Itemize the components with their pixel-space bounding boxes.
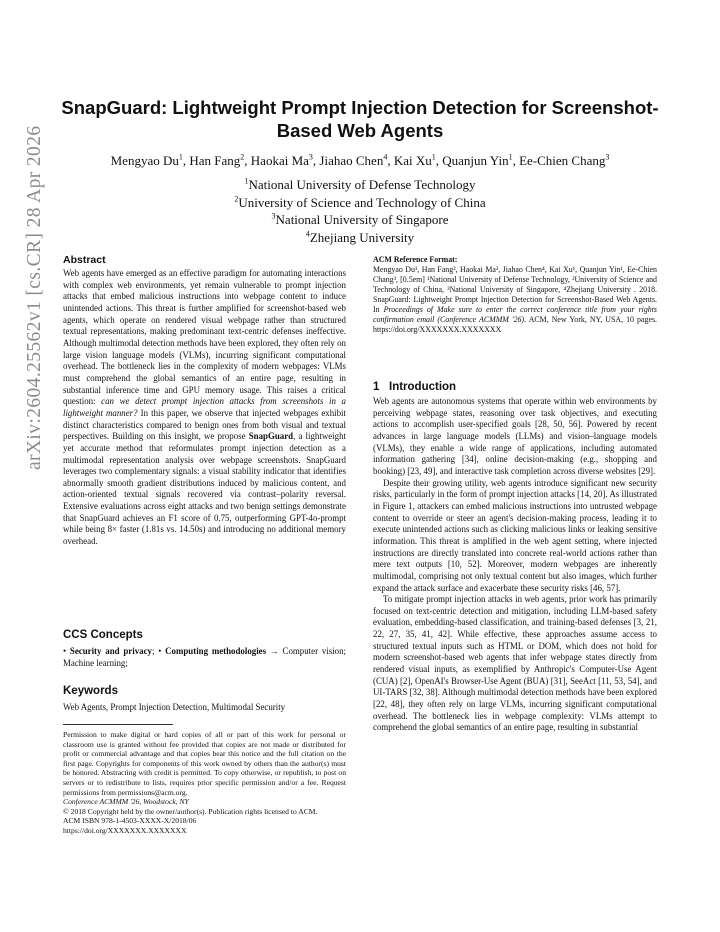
- ccs-heading: CCS Concepts: [63, 629, 143, 641]
- paragraph: To mitigate prompt injection attacks in web agents, prior work has primarily focused on text-centric detection and mitigation, including LLM-based safety evaluation, embedding-based classification, and training-based defenses [3, 21, 22, 27, 35, 41, 42]. While effective, these approaches assume access to structured textual inputs such as HTML or DOM, which does not hold for modern screenshot-based web agents that infer webpage states directly from rendered visual inputs, as exemplified by Anthropic's Computer-Use Agent (CUA) [2], OpenAI's Browser-Use Agent (BUA) [31], SeeAct [11, 53, 54], and UI-TARS [32, 38]. Although multimodal detection methods have been explored [22, 48], they often rely on large VLMs, incurring significant computational overhead. The bottleneck lies in webpage complexity: VLMs attempt to comprehend the global semantics of an entire page, resulting in substantial: [373, 594, 657, 733]
- author: Haokai Ma$^3$: [250, 152, 313, 168]
- keywords-text: Web Agents, Prompt Injection Detection, Multimodal Security: [63, 702, 286, 712]
- affiliation: $^3$National University of Singapore: [271, 211, 449, 227]
- affiliation: $^2$University of Science and Technology of China: [234, 194, 486, 210]
- author-list: Mengyao Du$^1$, Han Fang$^2$, Haokai Ma$^3$, Jiahao Chen$^4$, Kai Xu$^1$, Quanjun Yin$^1$, Ee-Chien Chang$^3$: [110, 152, 610, 168]
- author: Kai Xu$^1$: [393, 152, 436, 168]
- permission-notice: Permission to make digital or hard copies of all or part of this work for personal or classroom use is granted without fee provided that copies are not made or distributed for profit or commercial advantage and that copies bear this notice and the full citation on the first page. Copyrights for components of this work owned by others than the author(s) must be honored. Abstracting with credit is permitted. To copy otherwise, or republish, to post on servers or to redistribute to lists, requires prior specific permission and/or a fee. Request permissions from permissions@acm.org. Conference ACMMM '26, Woodstock, NY © 2018 Copyright held by the owner/author(s). Publication rights licensed to ACM. ACM ISBN 978-1-4503-XXXX-X/2018/06 https://doi.org/XXXXXXX.XXXXXXX: [63, 730, 346, 835]
- introduction-heading: 1 Introduction: [373, 381, 457, 393]
- affiliation-list: [60, 176, 660, 246]
- abstract-heading: Abstract: [63, 254, 106, 266]
- author: Han Fang$^2$: [189, 152, 245, 168]
- footnote-rule: [63, 724, 173, 725]
- arxiv-identifier-stamp: arXiv:2604.25562v1 [cs.CR] 28 Apr 2026: [24, 125, 45, 470]
- paper-title: SnapGuard: Lightweight Prompt Injection Detection for Screenshot-Based Web Agents: [61, 97, 659, 141]
- affiliation: $^1$National University of Defense Technology: [244, 176, 476, 192]
- author: Ee-Chien Chang$^3$: [519, 152, 610, 168]
- ccs-concepts: • Security and privacy; • Computing methodologies → Computer vision; Machine learning;: [63, 646, 346, 668]
- introduction-body: [373, 396, 657, 734]
- acm-reference-heading: ACM Reference Format:: [373, 255, 458, 264]
- author: Mengyao Du$^1$: [110, 152, 183, 168]
- abstract-body: Web agents have emerged as an effective paradigm for automating interactions with complex web environments, yet remain vulnerable to prompt injection attacks that embed malicious instructions into webpage content to induce unintended actions. This threat is further amplified for screenshot-based web agents, which operate on rendered visual webpage rather than structured textual representations, making predominant text-centric defenses ineffective. Although multimodal detection methods have been explored, they often rely on large vision language models (VLMs), incurring significant computational overhead. The bottleneck lies in the complexity of modern webpages: VLMs must comprehend the global semantics of an entire page, resulting in substantial inference time and GPU memory usage. This raises a critical question: can we detect prompt injection attacks from screenshots in a lightweight manner? In this paper, we observe that injected webpages exhibit distinct characteristics compared to benign ones from both visual and textual perspectives. Building on this insight, we propose SnapGuard, a lightweight yet accurate method that reformulates prompt injection detection as a multimodal representation analysis over webpage screenshots. SnapGuard leverages two complementary signals: a visual stability indicator that identifies abnormally smooth gradient distributions induced by malicious content, and action-oriented textual signals recovered via contrast–polarity reversal. Extensive evaluations across eight attacks and two benign settings demonstrate that SnapGuard achieves an F1 score of 0.75, outperforming GPT-4o-prompt while being 8× faster (1.81s vs. 14.50s) and introducing no additional memory overhead.: [63, 268, 346, 547]
- system-name: SnapGuard: [248, 431, 294, 442]
- author: Jiahao Chen$^4$: [319, 152, 388, 168]
- acm-reference-format: ACM Reference Format: Mengyao Du¹, Han Fang², Haokai Ma³, Jiahao Chen⁴, Kai Xu¹, Quanjun Yin¹, Ee-Chien Chang³, [0.5em] ¹National University of Defense Technology, ²University of Science and Technology of China, ³National University of Singapore, ⁴Zhejiang University . 2018. SnapGuard: Lightweight Prompt Injection Detection for Screenshot-Based Web Agents. In Proceedings of Make sure to enter the correct conference title from your rights confirmation email (Conference ACMMM '26). ACM, New York, NY, USA, 10 pages. https://doi.org/XXXXXXX.XXXXXXX: [373, 255, 658, 334]
- paragraph: Web agents are autonomous systems that operate within web environments by perceiving webpage states, reasoning over task objectives, and executing actions to accomplish user-specified goals [28, 50, 56]. Powered by recent advances in large language models (LLMs) and vision–language models (VLMs), they enable a wide range of applications, including automated information gathering [34], online decision-making (e.g., shopping and booking) [23, 49], and interactive task completion across diverse websites [29].: [373, 396, 657, 476]
- research-question: can we detect prompt injection attacks from screenshots in a lightweight manner?: [63, 396, 346, 418]
- affiliation: $^4$Zhejiang University: [305, 229, 415, 245]
- author: Quanjun Yin$^1$: [442, 152, 513, 168]
- paragraph: Despite their growing utility, web agents introduce significant new security risks, particularly in the form of prompt injection attacks [14, 20]. As illustrated in Figure 1, attackers can embed malicious instructions into untrusted webpage content to override or steer an agent's decision-making process, leading it to execute unintended actions such as clicking malicious links or leaking sensitive information. This threat is amplified in the web agent setting, where injected instructions are directly translated into concrete real-world actions rather than mere text outputs [10, 52]. Moreover, modern webpages are inherently multimodal, comprising not only textual content but also images, which further expand the attack surface and exacerbate these security risks [46, 57].: [373, 477, 657, 593]
- keywords-heading: Keywords: [63, 685, 118, 697]
